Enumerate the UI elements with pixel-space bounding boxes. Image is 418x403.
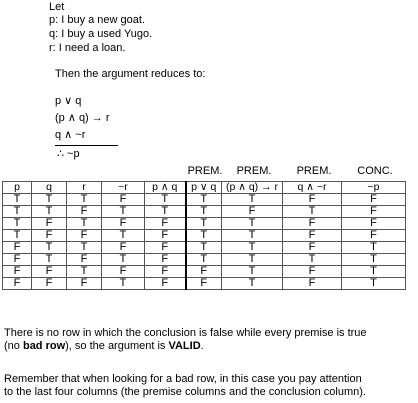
table-cell: T	[222, 218, 283, 230]
table-cell: T	[342, 254, 406, 266]
header-cell: p	[3, 182, 32, 194]
truth-table	[2, 181, 406, 290]
table-cell: T	[222, 194, 283, 206]
table-cell: T	[67, 266, 102, 278]
table-row	[3, 278, 406, 290]
table-cell: F	[145, 218, 186, 230]
table-cell: F	[102, 194, 145, 206]
table-cell: T	[222, 242, 283, 254]
table-cell: F	[102, 242, 145, 254]
table-cell: T	[102, 206, 145, 218]
table-cell: T	[32, 242, 67, 254]
header-cell: r	[67, 182, 102, 194]
table-cell: T	[222, 278, 283, 290]
table-cell: F	[222, 206, 283, 218]
table-cell: T	[67, 218, 102, 230]
table-cell: F	[32, 218, 67, 230]
reminder-line-2: to the last four columns (the premise columns and the conclusion column).	[4, 386, 366, 398]
table-row	[3, 242, 406, 254]
table-cell: F	[67, 230, 102, 242]
premise-1: p ∨ q	[55, 95, 82, 107]
table-cell: T	[102, 278, 145, 290]
label-conc: CONC.	[357, 165, 393, 177]
table-row	[3, 254, 406, 266]
table-cell: T	[3, 206, 32, 218]
table-cell: F	[32, 278, 67, 290]
table-cell: F	[67, 278, 102, 290]
table-cell: F	[67, 254, 102, 266]
table-cell: T	[32, 194, 67, 206]
table-row	[3, 206, 406, 218]
label-prem-1: PREM.	[187, 165, 223, 177]
table-cell: T	[145, 194, 186, 206]
table-cell: T	[67, 194, 102, 206]
table-cell: F	[145, 266, 186, 278]
statement-q: q: I buy a used Yugo.	[49, 28, 153, 40]
table-row	[3, 266, 406, 278]
table-cell: T	[102, 254, 145, 266]
header-cell: ~p	[342, 182, 406, 194]
argument-intro: Then the argument reduces to:	[55, 68, 206, 80]
table-row	[3, 194, 406, 206]
header-cell: ~r	[102, 182, 145, 194]
table-cell: F	[145, 278, 186, 290]
argument-conclusion: ∴ ~p	[57, 148, 80, 160]
label-prem-3: PREM.	[296, 165, 332, 177]
table-cell: F	[67, 206, 102, 218]
bad-row-term: bad row	[22, 340, 66, 352]
table-cell: T	[283, 206, 342, 218]
table-cell: F	[283, 230, 342, 242]
table-cell: T	[32, 206, 67, 218]
label-prem-2: PREM.	[236, 165, 272, 177]
table-cell: T	[3, 194, 32, 206]
statement-r: r: I need a loan.	[49, 42, 126, 54]
table-cell: F	[186, 278, 222, 290]
table-cell: T	[186, 194, 222, 206]
table-cell: T	[342, 242, 406, 254]
table-cell: F	[32, 230, 67, 242]
table-cell: T	[67, 242, 102, 254]
table-cell: T	[186, 242, 222, 254]
table-cell: T	[3, 230, 32, 242]
table-cell: F	[342, 194, 406, 206]
table-cell: F	[342, 230, 406, 242]
table-cell: F	[283, 242, 342, 254]
table-cell: T	[145, 206, 186, 218]
table-cell: F	[145, 242, 186, 254]
table-cell: F	[145, 230, 186, 242]
table-row	[3, 230, 406, 242]
header-cell: p ∧ q	[145, 182, 186, 194]
table-cell: F	[102, 218, 145, 230]
table-header-row	[3, 182, 406, 194]
validity-line-1: There is no row in which the conclusion is false while every premise is true	[4, 327, 367, 339]
validity-paragraph	[4, 327, 367, 353]
table-cell: T	[186, 206, 222, 218]
premise-3: q ∧ ~r	[55, 129, 86, 141]
reminder-paragraph	[4, 373, 366, 399]
table-cell: F	[283, 266, 342, 278]
table-cell: T	[102, 230, 145, 242]
table-cell: F	[3, 266, 32, 278]
table-cell: F	[3, 278, 32, 290]
argument-rule	[55, 145, 118, 146]
table-cell: F	[283, 194, 342, 206]
table-cell: T	[186, 230, 222, 242]
table-cell: F	[145, 254, 186, 266]
table-cell: F	[283, 218, 342, 230]
table-cell: F	[3, 242, 32, 254]
premise-2: (p ∧ q) → r	[55, 112, 110, 124]
table-cell: T	[186, 254, 222, 266]
table-cell: T	[222, 254, 283, 266]
table-cell: T	[342, 278, 406, 290]
table-row	[3, 218, 406, 230]
header-cell: q ∧ ~r	[283, 182, 342, 194]
table-cell: F	[102, 266, 145, 278]
validity-line-2: (no bad row), so the argument is VALID.	[4, 340, 204, 352]
table-cell: T	[186, 218, 222, 230]
table-cell: T	[3, 218, 32, 230]
reminder-line-1: Remember that when looking for a bad row, in this case you pay attention	[4, 373, 362, 385]
table-cell: T	[283, 254, 342, 266]
let-label: Let	[49, 1, 65, 13]
table-cell: F	[283, 278, 342, 290]
header-cell: (p ∧ q) → r	[222, 182, 283, 194]
table-cell: T	[222, 230, 283, 242]
header-cell: p ∨ q	[186, 182, 222, 194]
table-cell: F	[186, 266, 222, 278]
valid-term: VALID	[168, 340, 201, 352]
table-cell: F	[32, 266, 67, 278]
statement-p: p: I buy a new goat.	[49, 14, 146, 26]
table-cell: T	[32, 254, 67, 266]
table-cell: F	[342, 206, 406, 218]
table-cell: T	[222, 266, 283, 278]
table-cell: F	[3, 254, 32, 266]
table-cell: F	[342, 218, 406, 230]
header-cell: q	[32, 182, 67, 194]
table-cell: T	[342, 266, 406, 278]
